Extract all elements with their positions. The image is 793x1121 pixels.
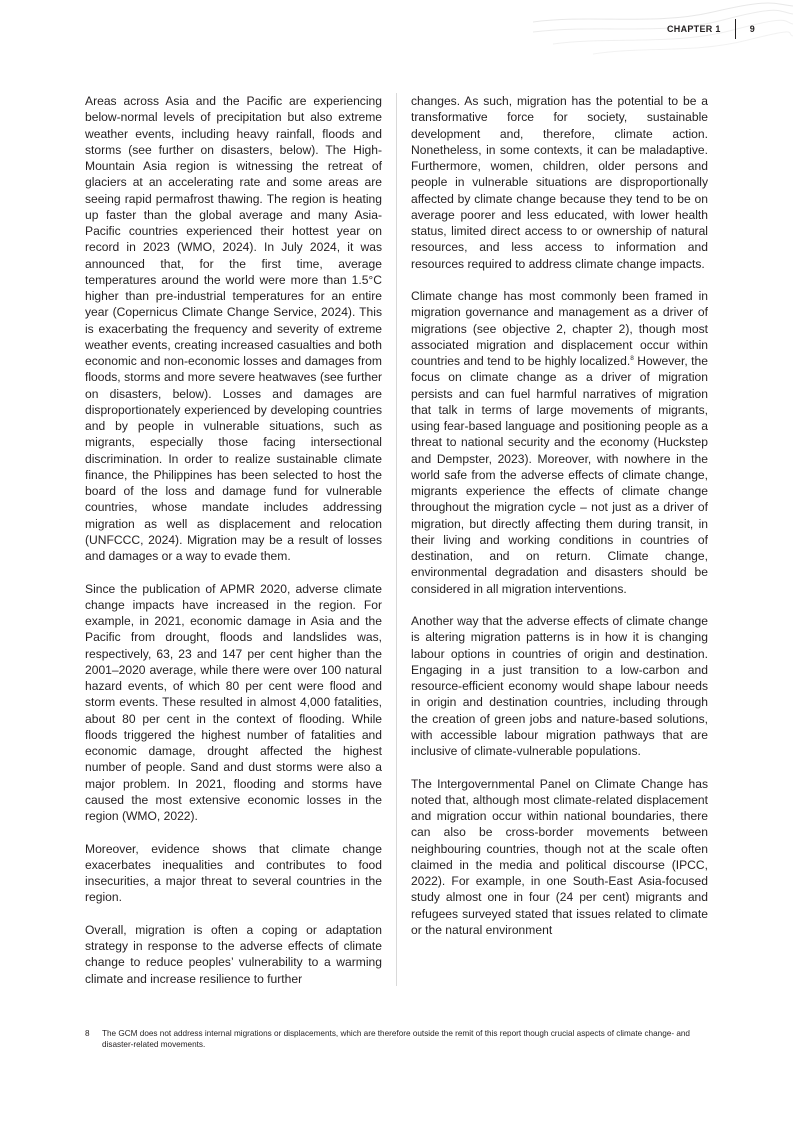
footnote-number: 8 [85,1029,90,1038]
footnote [85,1029,715,1050]
paragraph [411,288,708,597]
chapter-label: CHAPTER 1 [666,24,721,34]
running-header [667,20,755,38]
paragraph: Areas across Asia and the Pacific are experiencing below-normal levels of precipitation but also extreme weather events, including heavy rainfall, floods and storms (see further on disasters, below). The High-Mountain Asia region is witnessing the retreat of glaciers at an accelerating rate and some areas are seeing rapid permafrost thawing. The region is heating up faster than the global average and many Asia-Pacific countries experienced their hottest year on record in 2023 (WMO, 2024). In July 2024, it was announced that, for the first time, average temperatures around the world were more than 1.5°C higher than pre-industrial temperatures for an entire year (Copernicus Climate Change Service, 2024). This is exacerbating the frequency and severity of extreme weather events, creating increased casualties and both economic and non-economic losses and damages from floods, storms and more severe heatwaves (see further on disasters, below). Losses and damages are disproportionately experienced by developing countries and by people in vulnerable situations, such as migrants, especially those facing intersectional discrimination. In order to realize sustainable climate finance, the Philippines has been selected to host the board of the loss and damage fund for vulnerable countries, whose mandate includes addressing migration as well as displacement and relocation (UNFCCC, 2024). Migration may be a result of losses and damages or a way to evade them. [85,94,382,563]
paragraph: Since the publication of APMR 2020, adverse climate change impacts have increased in the region. For example, in 2021, economic damage in Asia and the Pacific from drought, floods and landslides was, respectively, 63, 23 and 147 per cent higher than the 2001–2020 average, while there were over 100 natural hazard events, of which 80 per cent were flood and storm events. These resulted in almost 4,000 fatalities, about 80 per cent in the context of flooding. While floods triggered the highest number of fatalities and economic damage, drought affected the highest number of people. Sand and dust storms were also a major problem. In 2021, flooding and storms have caused the most extensive economic losses in the region (WMO, 2022). [85,581,382,823]
footnote-text: The GCM does not address internal migrations or displacements, which are therefore outside the remit of this report though crucial aspects of climate change- and disaster-related movements. [102,1029,690,1049]
paragraph: changes. As such, migration has the potential to be a transformative force for society, sustainable development and, therefore, climate action. Nonetheless, in some contexts, it can be maladaptive. Furthermore, women, children, older persons and people in vulnerable situations are disproportionally affected by climate change because they tend to be on average poorer and less educated, with lower health status, limited direct access to or ownership of natural resources, and less access to information and resources required to address climate change impacts. [411,94,708,271]
paragraph: Moreover, evidence shows that climate change exacerbates inequalities and contributes to food insecurities, a major threat to several countries in the region. [85,841,382,905]
left-column [85,93,382,1003]
paragraph-text: However, the focus on climate change as a driver of migration persists and can fuel harmful narratives of migration that talk in terms of large movements of migrants, using fear-based language and positioning people as a threat to national security and the economy (Huckstep and Dempster, 2023). Moreover, with nowhere in the world safe from the adverse effects of climate change, migrants experience the effects of climate change throughout the migration cycle – not just as a driver of migration, but directly affecting them during transit, in their living and working conditions in countries of destination, and on return. Climate change, environmental degradation and disasters should be considered in all migration interventions. [411,354,708,596]
paragraph: Overall, migration is often a coping or adaptation strategy in response to the adverse effects of climate change to reduce peoples’ vulnerability to a warming climate and increase resilience to further [85,922,382,986]
column-divider [396,93,397,986]
paragraph: The Intergovernmental Panel on Climate Change has noted that, although most climate-related displacement and migration occur within national boundaries, there can also be cross-border movements between neighbouring countries, though not at the scale often claimed in the media and political discourse (IPCC, 2022). For example, in one South-East Asia-focused study almost one in four (24 per cent) migrants and refugees surveyed stated that issues related to climate or the natural environment [411,776,708,937]
page-number: 9 [749,24,755,34]
header-divider [735,19,736,39]
footnote-reference[interactable]: 8 [630,355,634,362]
paragraph: Another way that the adverse effects of climate change is altering migration patterns is in how it is changing labour options in countries of origin and destination. Engaging in a just transition to a low-carbon and resource-efficient economy would shape labour needs in origin and destination countries, including through the creation of green jobs and nature-based solutions, with accessible labour migration pathways that are inclusive of climate-vulnerable populations. [411,614,708,758]
paragraph-text: Climate change has most commonly been framed in migration governance and management as a driver of migrations (see objective 2, chapter 2), though most associated migration and displacement occur within countries and tend to be highly localized. [411,289,708,368]
right-column [411,93,708,954]
